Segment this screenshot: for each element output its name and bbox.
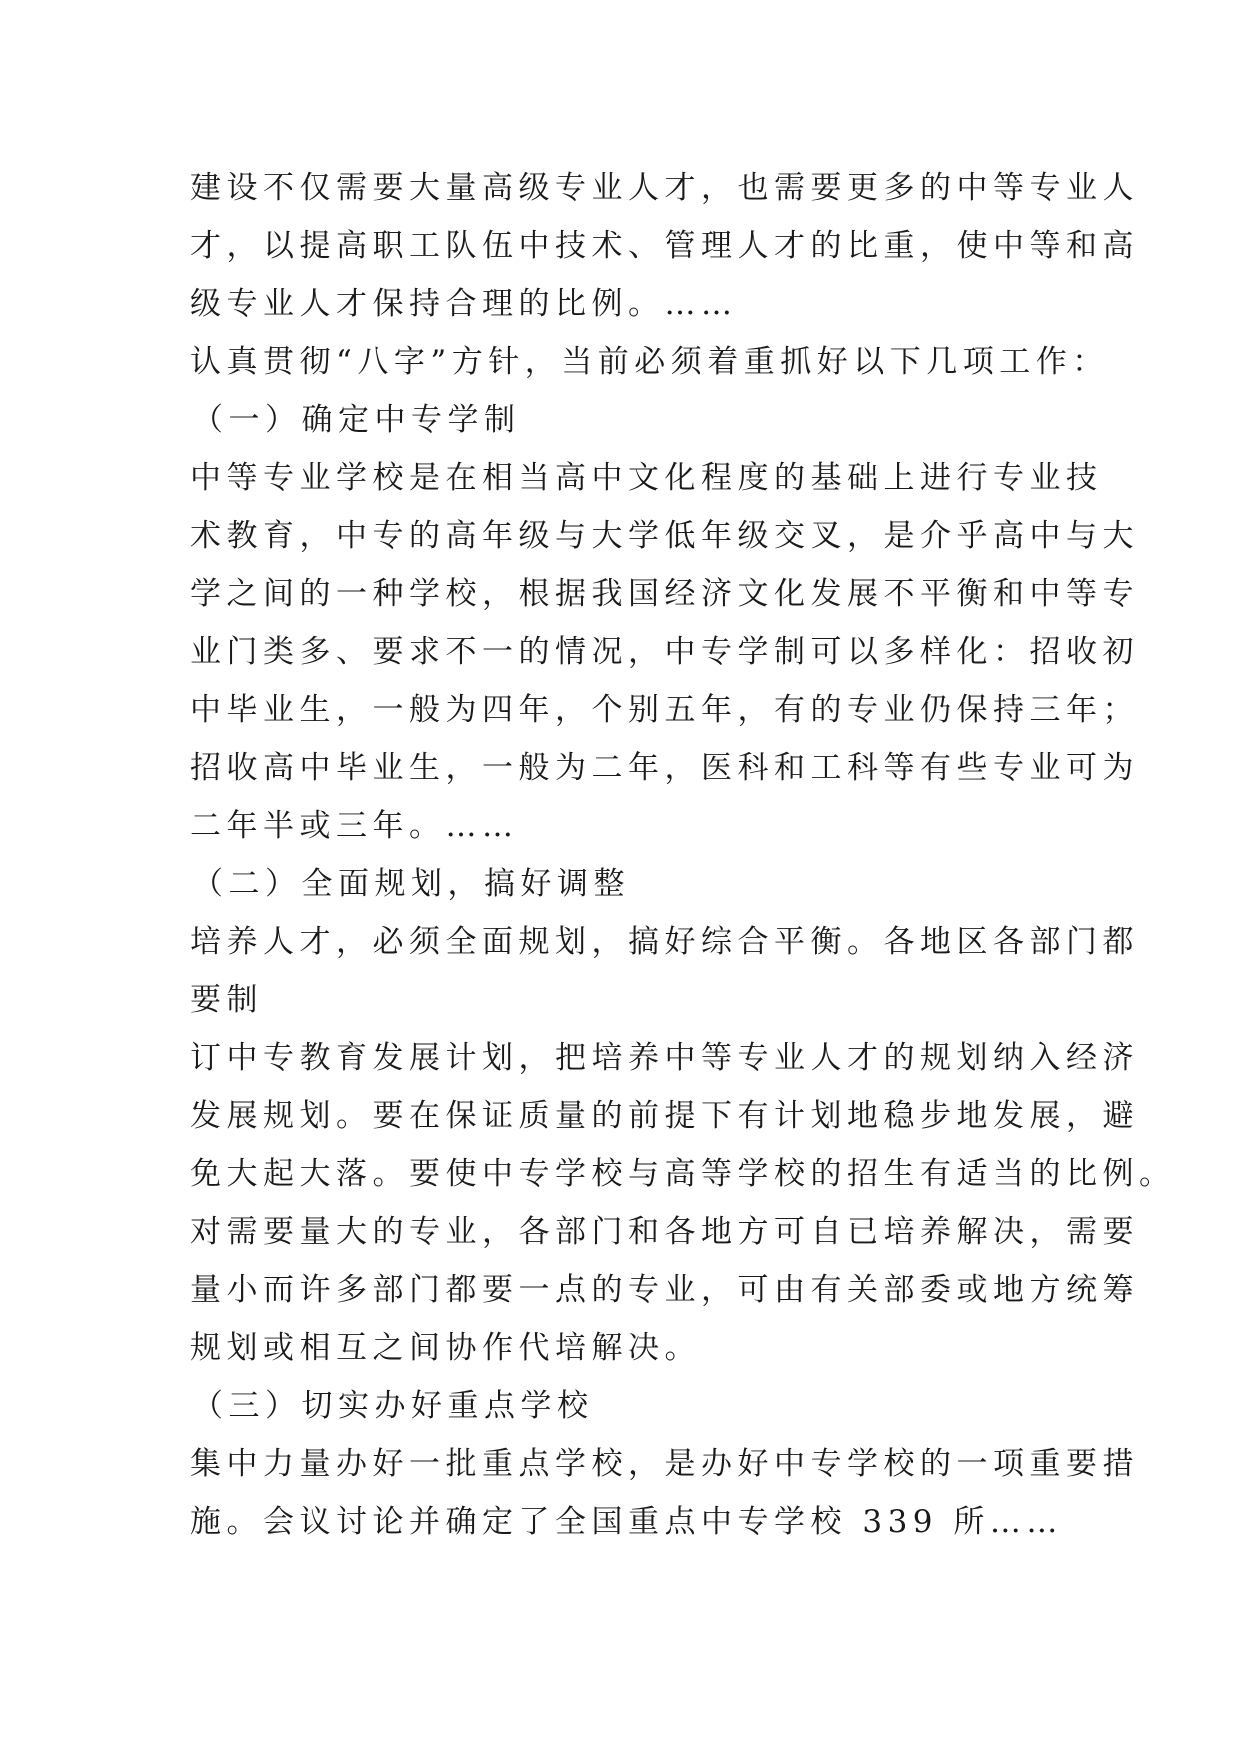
body-text-line: 订中专教育发展计划，把培养中等专业人才的规划纳入经济 (190, 1040, 1139, 1076)
body-text-line: 发展规划。要在保证质量的前提下有计划地稳步地发展，避 (190, 1098, 1139, 1134)
body-text-line: 施。会议讨论并确定了全国重点中专学校 339 所…… (190, 1504, 1063, 1540)
section-heading: （二）全面规划，搞好调整 (192, 866, 630, 902)
body-text-line: 业门类多、要求不一的情况，中专学制可以多样化：招收初 (190, 634, 1139, 670)
body-text-line: 规划或相互之间协作代培解决。 (190, 1330, 701, 1366)
body-text-line: 招收高中毕业生，一般为二年，医科和工科等有些专业可为 (190, 750, 1139, 786)
body-text-line: 才，以提高职工队伍中技术、管理人才的比重，使中等和高 (190, 228, 1139, 264)
body-text-line: 术教育，中专的高年级与大学低年级交叉，是介乎高中与大 (190, 518, 1139, 554)
body-text-line: 中等专业学校是在相当高中文化程度的基础上进行专业技 (190, 460, 1103, 496)
body-text-line: 对需要量大的专业，各部门和各地方可自已培养解决，需要 (190, 1214, 1139, 1250)
body-text-line: 建设不仅需要大量高级专业人才，也需要更多的中等专业人 (190, 170, 1139, 206)
section-heading: （一）确定中专学制 (192, 402, 521, 438)
body-text-line: 量小而许多部门都要一点的专业，可由有关部委或地方统筹 (190, 1272, 1139, 1308)
body-text-line: 免大起大落。要使中专学校与高等学校的招生有适当的比例。 (190, 1156, 1176, 1192)
body-text-line: 集中力量办好一批重点学校，是办好中专学校的一项重要措 (190, 1446, 1139, 1482)
body-text-line: 要制 (190, 982, 263, 1018)
body-text-line: 学之间的一种学校，根据我国经济文化发展不平衡和中等专 (190, 576, 1139, 612)
body-text-line: 中毕业生，一般为四年，个别五年，有的专业仍保持三年； (190, 692, 1139, 728)
body-text-line: 二年半或三年。…… (190, 808, 519, 844)
body-text-line: 级专业人才保持合理的比例。…… (190, 286, 738, 322)
body-text-line: 认真贯彻“八字”方针，当前必须着重抓好以下几项工作： (190, 344, 1109, 380)
section-heading: （三）切实办好重点学校 (192, 1388, 594, 1424)
body-text-line: 培养人才，必须全面规划，搞好综合平衡。各地区各部门都 (190, 924, 1139, 960)
